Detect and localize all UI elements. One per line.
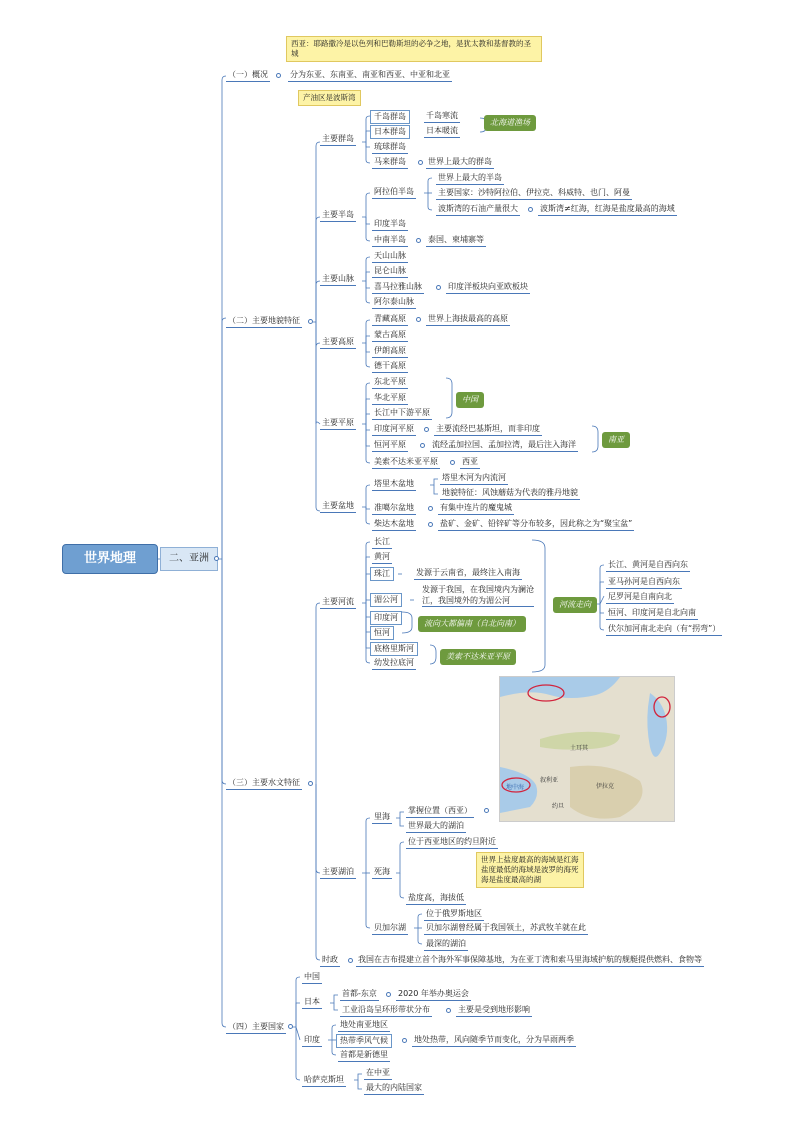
peninsula-detail[interactable]: 世界上最大的半岛 (436, 172, 504, 185)
peninsula-item[interactable]: 中南半岛 (372, 234, 408, 247)
collapse-dot[interactable] (416, 317, 421, 322)
basin-detail[interactable]: 有集中连片的魔鬼城 (438, 502, 514, 515)
basin-item[interactable]: 准噶尔盆地 (372, 502, 416, 515)
lake-detail[interactable]: 位于西亚地区的约旦附近 (406, 836, 498, 849)
island-detail[interactable]: 日本暖流 (424, 125, 460, 138)
river-item[interactable]: 印度河 (370, 611, 402, 625)
collapse-dot[interactable] (446, 1008, 451, 1013)
lake-detail[interactable]: 世界最大的湖泊 (406, 820, 466, 833)
asia-node[interactable]: 二、亚洲 (160, 547, 218, 571)
river-item[interactable]: 底格里斯河 (370, 642, 418, 656)
overview-label[interactable]: （一）概况 (226, 69, 270, 82)
mountain-item[interactable]: 昆仑山脉 (372, 265, 408, 278)
island-item[interactable]: 日本群岛 (370, 125, 410, 139)
collapse-dot[interactable] (276, 73, 281, 78)
mountain-detail[interactable]: 印度洋板块向亚欧板块 (446, 281, 530, 294)
collapse-dot[interactable] (288, 1024, 293, 1029)
plain-detail[interactable]: 主要流经巴基斯坦，而非印度 (434, 423, 542, 436)
country-detail[interactable]: 在中亚 (364, 1067, 392, 1080)
collapse-dot[interactable] (348, 958, 353, 963)
china-tag[interactable]: 中国 (456, 392, 484, 408)
oil-note: 产油区是波斯湾 (298, 90, 361, 106)
river-direction-tag[interactable]: 河流走向 (553, 597, 597, 613)
collapse-dot[interactable] (428, 506, 433, 511)
islands-label[interactable]: 主要群岛 (320, 133, 356, 146)
salinity-note: 世界上盐度最高的海域是红海盐度最低的海域是波罗的海死海是盐度最高的湖 (476, 852, 584, 888)
mountain-item[interactable]: 喜马拉雅山脉 (372, 281, 424, 294)
lake-detail[interactable]: 贝加尔湖曾经属于我国领土，苏武牧羊就在此 (424, 922, 588, 935)
basin-detail[interactable]: 塔里木河为内流河 (440, 472, 508, 485)
mesopotamia-tag[interactable]: 美索不达米亚平原 (440, 649, 516, 665)
island-item[interactable]: 琉球群岛 (372, 141, 408, 154)
basin-item[interactable]: 柴达木盆地 (372, 518, 416, 531)
lake-detail[interactable]: 最深的湖泊 (424, 938, 468, 951)
island-detail[interactable]: 千岛寒流 (424, 110, 460, 123)
country-detail[interactable]: 热带季风气候 (336, 1034, 392, 1048)
lake-detail[interactable]: 盐度高，海拔低 (406, 892, 466, 905)
mountain-item[interactable]: 阿尔泰山脉 (372, 296, 416, 309)
country-detail[interactable]: 工业沿岛呈环形带状分布 (340, 1004, 432, 1017)
overview-text[interactable]: 分为东亚、东南亚、南亚和西亚、中亚和北亚 (288, 69, 452, 82)
river-item[interactable]: 黄河 (372, 551, 392, 564)
plains-label[interactable]: 主要平原 (320, 417, 356, 430)
peninsula-detail[interactable]: 主要国家：沙特阿拉伯、伊拉克、科威特、也门、阿曼 (436, 187, 632, 200)
country-detail[interactable]: 地处热带，风向随季节而变化，分为旱雨两季 (412, 1034, 576, 1047)
country-item[interactable]: 哈萨克斯坦 (302, 1074, 346, 1087)
current-label[interactable]: 时政 (320, 954, 340, 967)
plain-item[interactable]: 印度河平原 (372, 423, 416, 436)
plateau-item[interactable]: 伊朗高原 (372, 345, 408, 358)
flow-item[interactable]: 尼罗河是自南向北 (606, 591, 674, 604)
map-label: 土耳其 (570, 745, 589, 752)
plain-item[interactable]: 东北平原 (372, 376, 408, 389)
plateau-item[interactable]: 蒙古高原 (372, 329, 408, 342)
river-item[interactable]: 幼发拉底河 (372, 657, 416, 670)
lakes-label[interactable]: 主要湖泊 (320, 866, 356, 879)
river-item[interactable]: 湄公河 (370, 593, 402, 607)
lake-detail[interactable]: 掌握位置（西亚） (406, 805, 474, 818)
map-label: 地中海 (506, 784, 525, 791)
flow-item[interactable]: 亚马孙河是自西向东 (606, 576, 682, 589)
lake-item[interactable]: 死海 (372, 866, 392, 879)
collapse-dot[interactable] (484, 808, 489, 813)
mountain-item[interactable]: 天山山脉 (372, 250, 408, 263)
island-item[interactable]: 马来群岛 (372, 156, 408, 169)
river-item[interactable]: 长江 (372, 536, 392, 549)
basin-item[interactable]: 塔里木盆地 (372, 478, 416, 491)
country-detail[interactable]: 主要是受到地形影响 (456, 1004, 532, 1017)
island-detail[interactable]: 世界上最大的群岛 (426, 156, 494, 169)
collapse-dot[interactable] (528, 207, 533, 212)
collapse-dot[interactable] (418, 160, 423, 165)
lake-detail[interactable]: 位于俄罗斯地区 (424, 908, 484, 921)
country-item[interactable]: 印度 (302, 1034, 322, 1047)
root-node[interactable]: 世界地理 (62, 544, 158, 574)
collapse-dot[interactable] (450, 460, 455, 465)
plain-detail[interactable]: 流经孟加拉国、孟加拉湾，最后注入海洋 (430, 439, 578, 452)
south-asia-tag[interactable]: 南亚 (602, 432, 630, 448)
map-label: 叙利亚 (540, 777, 559, 784)
west-asia-map-image (499, 676, 675, 822)
plain-detail[interactable]: 西亚 (460, 456, 480, 469)
mountains-label[interactable]: 主要山脉 (320, 273, 356, 286)
peninsula-item[interactable]: 阿拉伯半岛 (372, 186, 416, 199)
flow-item[interactable]: 恒河、印度河是自北向南 (606, 607, 698, 620)
peninsula-detail[interactable]: 波斯湾≠红海，红海是盐度最高的海域 (538, 203, 677, 216)
collapse-dot[interactable] (416, 238, 421, 243)
collapse-dot[interactable] (436, 285, 441, 290)
lake-item[interactable]: 贝加尔湖 (372, 922, 408, 935)
current-text[interactable]: 我国在吉布提建立首个海外军事保障基地，为在亚丁湾和索马里海域护航的舰艇提供燃料、食物等 (356, 954, 704, 967)
hydro-label[interactable]: （三）主要水文特征 (226, 777, 302, 790)
map-label: 伊拉克 (596, 783, 615, 790)
country-item[interactable]: 中国 (302, 971, 322, 984)
flow-item[interactable]: 伏尔加河南北走向（有“拐弯”） (606, 623, 722, 636)
collapse-dot[interactable] (428, 522, 433, 527)
river-item[interactable]: 珠江 (370, 567, 394, 581)
west-asia-note: 西亚：耶路撒冷是以色列和巴勒斯坦的必争之地，是犹太教和基督教的圣城 (286, 36, 542, 62)
plain-item[interactable]: 华北平原 (372, 392, 408, 405)
map-label: 约旦 (552, 803, 565, 810)
plateau-item[interactable]: 青藏高原 (372, 313, 408, 326)
country-detail[interactable]: 最大的内陆国家 (364, 1082, 424, 1095)
country-detail[interactable]: 2020 年举办奥运会 (396, 988, 471, 1001)
fishery-tag[interactable]: 北海道渔场 (484, 115, 536, 131)
peninsula-item[interactable]: 印度半岛 (372, 218, 408, 231)
lake-item[interactable]: 里海 (372, 811, 392, 824)
plain-item[interactable]: 美索不达米亚平原 (372, 456, 440, 469)
flow-item[interactable]: 长江、黄河是自西向东 (606, 559, 690, 572)
basins-label[interactable]: 主要盆地 (320, 500, 356, 513)
plain-item[interactable]: 长江中下游平原 (372, 407, 432, 420)
collapse-dot[interactable] (402, 1038, 407, 1043)
collapse-dot[interactable] (420, 443, 425, 448)
plateau-detail[interactable]: 世界上海拔最高的高原 (426, 313, 510, 326)
country-item[interactable]: 日本 (302, 996, 322, 1009)
collapse-dot[interactable] (214, 556, 219, 561)
southward-tag[interactable]: 流向大都偏南（自北向南） (418, 616, 526, 632)
rivers-label[interactable]: 主要河流 (320, 596, 356, 609)
country-detail[interactable]: 首都-东京 (340, 988, 379, 1001)
river-detail[interactable]: 发源于云南省，最终注入南海 (414, 567, 522, 580)
plateau-item[interactable]: 德干高原 (372, 360, 408, 373)
island-item[interactable]: 千岛群岛 (370, 110, 410, 124)
peninsula-detail[interactable]: 泰国、柬埔寨等 (426, 234, 486, 247)
river-item[interactable]: 恒河 (370, 626, 394, 640)
country-detail[interactable]: 首都是新德里 (338, 1049, 390, 1062)
basin-detail[interactable]: 盐矿、金矿、铅锌矿等分布较多，因此称之为“聚宝盆” (438, 518, 634, 531)
countries-label[interactable]: （四）主要国家 (226, 1021, 286, 1034)
plain-item[interactable]: 恒河平原 (372, 439, 408, 452)
basin-detail[interactable]: 地貌特征：风蚀蘑菇为代表的雅丹地貌 (440, 487, 580, 500)
collapse-dot[interactable] (308, 319, 313, 324)
plateaus-label[interactable]: 主要高原 (320, 336, 356, 349)
collapse-dot[interactable] (424, 427, 429, 432)
collapse-dot[interactable] (386, 992, 391, 997)
country-detail[interactable]: 地处南亚地区 (338, 1019, 390, 1032)
collapse-dot[interactable] (308, 781, 313, 786)
landform-label[interactable]: （二）主要地貌特征 (226, 315, 302, 328)
river-detail[interactable]: 发源于我国，在我国境内为澜沧江，我国境外的为湄公河 (422, 585, 534, 605)
peninsula-detail[interactable]: 波斯湾的石油产量很大 (436, 203, 520, 216)
peninsulas-label[interactable]: 主要半岛 (320, 209, 356, 222)
